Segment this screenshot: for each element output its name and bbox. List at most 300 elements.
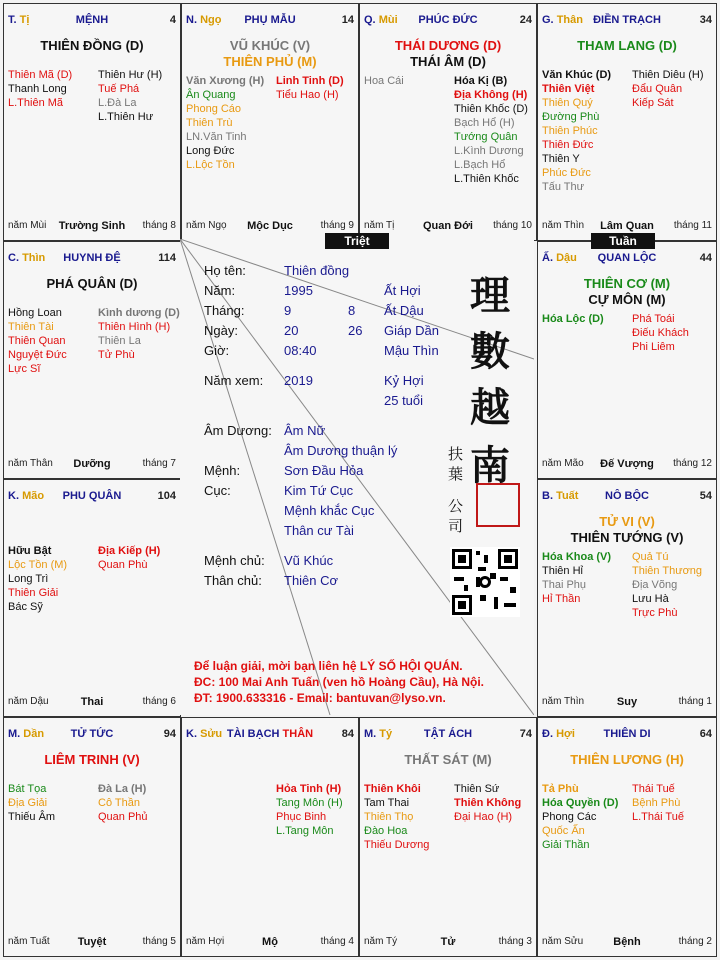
menh-value: Sơn Đầu Hỏa — [284, 463, 364, 478]
palace-name — [8, 14, 176, 26]
minor-star: Thanh Long — [8, 83, 67, 95]
minor-star: Linh Tinh (D) — [276, 75, 344, 87]
minor-star: Quốc Ấn — [542, 825, 585, 837]
palace-year: năm Hợi — [186, 936, 225, 947]
red-seal-stamp — [476, 483, 520, 527]
palace-branch: Mùi — [378, 14, 398, 26]
main-star: VŨ KHÚC (V) — [229, 38, 311, 53]
minor-star: Hỉ Thần — [542, 593, 581, 605]
minor-star: L.Thái Tuế — [632, 811, 684, 823]
palace-year: năm Ngọ — [186, 220, 227, 231]
minor-star: Văn Khúc (D) — [542, 69, 612, 81]
palace-number: 44 — [699, 252, 712, 264]
palace-stage: Quan Đới — [423, 220, 473, 232]
center-info-panel — [180, 239, 534, 715]
palace-stem: C. — [8, 252, 19, 264]
palace-suu — [181, 717, 359, 957]
minor-star: Thiên Phúc — [542, 125, 598, 137]
palace-number: 74 — [519, 728, 532, 740]
qr-code-icon — [450, 547, 520, 617]
palace-year: năm Thìn — [542, 696, 585, 707]
right-stars — [632, 68, 704, 110]
minor-star: Kiếp Sát — [632, 97, 674, 109]
minor-star: Giải Thần — [542, 839, 590, 851]
menh-chu-value: Vũ Khúc — [284, 553, 334, 568]
main-star: THÁI ÂM (D) — [410, 54, 486, 69]
minor-star: Đại Hao (H) — [454, 811, 513, 823]
minor-star: Hóa Lộc (D) — [542, 313, 604, 325]
minor-star: Lực Sĩ — [8, 363, 41, 375]
minor-star: Bệnh Phù — [632, 797, 681, 809]
minor-star: L.Kình Dương — [454, 145, 524, 157]
minor-star: Địa Không (H) — [454, 89, 528, 101]
main-star: TỬ VI (V) — [599, 514, 655, 529]
palace-branch: Tị — [19, 14, 30, 26]
minor-star: Hóa Khoa (V) — [542, 551, 612, 563]
minor-star: Thiên Mã (D) — [8, 69, 73, 81]
minor-star: Tang Môn (H) — [276, 797, 343, 809]
palace-year: năm Sửu — [542, 936, 584, 947]
palace-year: năm Thân — [8, 458, 53, 469]
month-value: 9 — [284, 303, 292, 318]
hour-value: 08:40 — [284, 343, 317, 358]
minor-star: Cô Thần — [98, 797, 140, 809]
minor-star: Long Đức — [186, 145, 235, 157]
palace-branch: Sửu — [200, 728, 223, 740]
minor-star: Địa Võng — [632, 579, 678, 591]
palace-footer — [542, 936, 712, 950]
minor-star: Thiếu Âm — [8, 811, 56, 823]
palace-dau — [537, 241, 717, 479]
palace-name — [186, 14, 354, 26]
left-stars — [542, 550, 611, 606]
palace-stage: Trường Sinh — [58, 220, 126, 232]
minor-star: LN.Văn Tinh — [186, 131, 247, 143]
minor-star: Lưu Hà — [632, 593, 669, 605]
year-value: 1995 — [284, 283, 313, 298]
month-label: Tháng: — [204, 303, 245, 318]
hour-can: Mậu Thìn — [384, 343, 439, 358]
minor-star: L.Đà La — [98, 97, 137, 109]
palace-stem: K. — [186, 728, 197, 740]
amduong-label: Âm Dương: — [204, 423, 272, 438]
minor-star: Đào Hoa — [364, 825, 408, 837]
cuc-label: Cục: — [204, 483, 231, 498]
palace-footer — [364, 220, 532, 234]
minor-star: Quan Phù — [98, 559, 148, 571]
main-star: THIÊN ĐỒNG (D) — [40, 38, 144, 53]
left-stars — [8, 68, 72, 110]
palace-stage: Tử — [440, 936, 456, 948]
right-stars — [98, 782, 148, 824]
minor-star: Thiên Y — [542, 153, 580, 165]
palace-number: 34 — [699, 14, 712, 26]
palace-month: tháng 7 — [142, 458, 176, 469]
palace-stem: B. — [542, 490, 553, 502]
palace-stem: Đ. — [542, 728, 553, 740]
palace-year: năm Tý — [364, 936, 398, 947]
main-star: THIÊN TƯỚNG (V) — [570, 530, 684, 545]
palace-footer — [542, 696, 712, 710]
palace-header — [8, 14, 176, 28]
minor-star: Phong Cáo — [186, 103, 242, 115]
minor-star: Hóa Quyền (D) — [542, 797, 619, 809]
minor-star: Thiếu Dương — [364, 839, 430, 851]
minor-star: Điếu Khách — [632, 327, 689, 339]
palace-month: tháng 11 — [673, 220, 712, 231]
minor-star: Thiên Tài — [8, 321, 54, 333]
minor-star: Thiên Không — [454, 797, 522, 809]
day-can: Giáp Dần — [384, 323, 439, 338]
palace-stem: M. — [8, 728, 21, 740]
main-star: THÁI DƯƠNG (D) — [394, 38, 502, 53]
palace-footer — [8, 696, 176, 710]
view-year-value: 2019 — [284, 373, 313, 388]
palace-name — [542, 14, 712, 26]
palace-year: năm Dậu — [8, 696, 49, 707]
palace-year: năm Tuất — [8, 936, 50, 947]
minor-star: Phi Liêm — [632, 341, 675, 353]
palace-footer — [8, 936, 176, 950]
minor-star: L.Lộc Tồn — [186, 159, 235, 171]
name-label: Họ tên: — [204, 263, 246, 278]
minor-star: L.Bạch Hổ — [454, 159, 506, 171]
palace-name-text: TỬ TỨC — [70, 728, 114, 740]
minor-star: Quan Phủ — [98, 811, 148, 823]
palace-footer — [186, 936, 354, 950]
minor-star: Hồng Loan — [8, 307, 62, 319]
main-star: THIÊN PHỦ (M) — [223, 54, 317, 69]
minor-star: Đường Phù — [542, 111, 600, 123]
palace-number: 94 — [163, 728, 176, 740]
view-year-can: Kỷ Hợi — [384, 373, 424, 388]
palace-name-text: TẬT ÁCH — [423, 728, 473, 740]
minor-star: Văn Xương (H) — [186, 75, 265, 87]
minor-star: Thiên Đức — [542, 139, 594, 151]
palace-footer — [8, 220, 176, 234]
main-star: PHÁ QUÂN (D) — [46, 276, 138, 291]
than-cu: Thân cư Tài — [284, 523, 354, 538]
brand-char-4: 南 — [470, 442, 510, 489]
minor-star: Thiên Khôi — [364, 783, 421, 795]
palace-dan — [3, 717, 181, 957]
palace-year: năm Mùi — [8, 220, 47, 231]
minor-star: Tiểu Hao (H) — [276, 89, 339, 101]
than-chu-value: Thiên Cơ — [284, 573, 339, 588]
palace-header — [542, 728, 712, 742]
palace-branch: Tuất — [556, 490, 579, 502]
palace-ti — [3, 3, 181, 241]
palace-header — [542, 14, 712, 28]
minor-star: Phá Toái — [632, 313, 675, 325]
cuc-relation: Mệnh khắc Cục — [284, 503, 375, 518]
palace-header — [364, 728, 532, 742]
palace-month: tháng 9 — [320, 220, 354, 231]
brand-char-3: 越 — [470, 384, 510, 431]
contact-line-1: Để luận giải, mời bạn liên hệ LÝ SỐ HỘI QUÁN. — [194, 659, 463, 673]
right-stars — [454, 74, 528, 186]
palace-number: 54 — [699, 490, 712, 502]
palace-stage: Đế Vượng — [600, 458, 654, 470]
palace-ngo — [181, 3, 359, 241]
palace-stem: T. — [8, 14, 17, 26]
contact-line-3: ĐT: 1900.633316 - Email: bantuvan@lyso.vn. — [194, 691, 446, 705]
palace-name — [542, 728, 712, 740]
minor-star: Lộc Tồn (M) — [8, 559, 68, 571]
minor-star: Thiên Trù — [186, 117, 233, 129]
palace-tuat — [537, 479, 717, 717]
minor-star: L.Thiên Khốc — [454, 173, 519, 185]
palace-name — [364, 728, 532, 740]
palace-stem: M. — [364, 728, 377, 740]
month-can: Ất Dậu — [384, 303, 424, 318]
palace-number: 64 — [699, 728, 712, 740]
palace-footer — [186, 220, 354, 234]
right-stars — [632, 782, 684, 824]
palace-name — [542, 490, 712, 502]
palace-stage: Suy — [616, 696, 638, 708]
palace-name-text: ĐIỀN TRẠCH — [593, 14, 661, 26]
minor-star: Phong Các — [542, 811, 597, 823]
palace-month: tháng 2 — [678, 936, 712, 947]
tuan-tag: Tuần — [591, 233, 655, 249]
palace-branch: Tý — [379, 728, 393, 740]
minor-star: Thiên Giải — [8, 587, 59, 599]
palace-branch: Ngọ — [200, 14, 222, 26]
view-year-label: Năm xem: — [204, 373, 264, 388]
palace-month: tháng 8 — [142, 220, 176, 231]
minor-star: Ân Quang — [186, 89, 236, 101]
palace-branch: Dần — [23, 728, 45, 740]
main-star: THIÊN CƠ (M) — [583, 276, 671, 291]
left-stars — [542, 68, 611, 194]
minor-star: Tử Phù — [98, 349, 135, 361]
main-star: THIÊN LƯƠNG (H) — [570, 752, 684, 767]
minor-star: Đà La (H) — [98, 783, 147, 795]
minor-star: Hỏa Tinh (H) — [276, 783, 342, 795]
palace-month: tháng 5 — [142, 936, 176, 947]
palace-number: 4 — [169, 14, 176, 26]
palace-stage: Mộ — [262, 936, 278, 948]
palace-name — [8, 252, 176, 264]
right-stars — [632, 312, 689, 354]
triet-tag: Triệt — [325, 233, 389, 249]
palace-header — [542, 490, 712, 504]
palace-mui — [359, 3, 537, 241]
minor-star: Tam Thai — [364, 797, 410, 809]
palace-month: tháng 12 — [673, 458, 712, 469]
palace-header — [8, 252, 176, 266]
minor-star: Thai Phụ — [542, 579, 587, 591]
name-value: Thiên đồng — [284, 263, 350, 278]
palace-thin — [3, 241, 181, 479]
palace-branch: Hợi — [556, 728, 575, 740]
palace-stem: Ấ. — [542, 252, 553, 264]
left-stars — [364, 74, 404, 88]
brand-side-4: 司 — [448, 517, 464, 535]
brand-side-3: 公 — [448, 497, 464, 515]
left-stars — [8, 544, 67, 614]
brand-side-1: 扶 — [448, 445, 464, 463]
palace-stage: Tuyệt — [77, 936, 107, 948]
minor-star: Quả Tú — [632, 551, 669, 563]
palace-number: 114 — [158, 252, 176, 264]
amduong-relation: Âm Dương thuận lý — [284, 443, 398, 458]
brand-char-2: 數 — [470, 328, 510, 375]
palace-stage: Thai — [80, 696, 104, 708]
palace-stem: Q. — [364, 14, 376, 26]
palace-month: tháng 1 — [678, 696, 712, 707]
minor-star: Thiên Khốc (D) — [454, 103, 528, 115]
palace-stage: Bệnh — [613, 936, 641, 948]
than-chu-label: Thân chủ: — [204, 573, 262, 588]
palace-footer — [8, 458, 176, 472]
year-can: Ất Hợi — [384, 283, 421, 298]
month-lunar: 8 — [348, 303, 356, 318]
minor-star: Thiên Hỉ — [542, 565, 583, 577]
minor-star: Bát Tọa — [8, 783, 47, 795]
palace-header — [364, 14, 532, 28]
minor-star: Thiên Diêu (H) — [632, 69, 704, 81]
minor-star: Thiên Việt — [542, 83, 595, 95]
palace-month: tháng 6 — [142, 696, 176, 707]
minor-star: Bác Sỹ — [8, 601, 43, 613]
palace-name-text: PHÚC ĐỨC — [418, 14, 478, 26]
minor-star: Thiên Quý — [542, 97, 593, 109]
palace-than — [537, 3, 717, 241]
right-stars — [632, 550, 702, 620]
minor-star: Thiên Hình (H) — [98, 321, 171, 333]
palace-name-text: THIÊN DI — [603, 728, 651, 740]
minor-star: Hữu Bật — [8, 545, 52, 557]
cuc-value: Kim Tứ Cục — [284, 483, 354, 498]
palace-number: 24 — [519, 14, 532, 26]
palace-header — [186, 14, 354, 28]
palace-name — [542, 252, 712, 264]
palace-month: tháng 10 — [493, 220, 532, 231]
minor-star: Bạch Hổ (H) — [454, 117, 515, 129]
left-stars — [186, 74, 264, 172]
palace-stage: Dưỡng — [73, 458, 111, 470]
palace-month: tháng 4 — [320, 936, 354, 947]
minor-star: Địa Giải — [8, 797, 48, 809]
age-value: 25 tuổi — [384, 393, 424, 408]
left-stars — [8, 782, 55, 824]
palace-branch: Mão — [22, 490, 45, 502]
minor-star: Thiên Thọ — [364, 811, 414, 823]
palace-footer — [542, 220, 712, 234]
minor-star: Thiên La — [98, 335, 141, 347]
palace-header — [8, 728, 176, 742]
minor-star: Tả Phù — [542, 783, 579, 795]
main-star: THẤT SÁT (M) — [404, 752, 492, 767]
amduong-value: Âm Nữ — [284, 423, 326, 438]
minor-star: L.Thiên Hư — [98, 111, 154, 123]
palace-year: năm Mão — [542, 458, 584, 469]
right-stars — [454, 782, 521, 824]
minor-star: Nguyệt Đức — [8, 349, 67, 361]
main-star: THAM LANG (D) — [577, 38, 677, 53]
palace-name-text: PHỤ MẪU — [244, 14, 296, 26]
right-stars — [98, 68, 162, 124]
minor-star: Tấu Thư — [542, 181, 585, 193]
minor-star: Kình dương (D) — [98, 307, 180, 319]
palace-year: năm Tị — [364, 220, 395, 231]
palace-name — [186, 728, 354, 740]
palace-mao — [3, 479, 181, 717]
palace-number: 14 — [341, 14, 354, 26]
minor-star: Thiên Thương — [632, 565, 703, 577]
menh-label: Mệnh: — [204, 463, 241, 478]
minor-star: Tướng Quân — [454, 131, 518, 143]
minor-star: Hóa Kị (B) — [454, 75, 508, 87]
right-stars — [276, 782, 343, 838]
right-stars — [98, 306, 180, 362]
palace-branch: Thân — [556, 14, 583, 26]
minor-star: Tuế Phá — [98, 83, 140, 95]
minor-star: Thiên Sứ — [454, 783, 500, 795]
left-stars — [542, 782, 618, 852]
palace-name-text: TÀI BẠCH — [226, 728, 280, 740]
palace-stage: Mộc Dục — [247, 220, 293, 232]
palace-header — [8, 490, 176, 504]
palace-name — [8, 490, 176, 502]
palace-stem: K. — [8, 490, 19, 502]
palace-branch: Dậu — [556, 252, 577, 264]
minor-star: Long Trì — [8, 573, 49, 585]
palace-name-text: PHU QUÂN — [62, 490, 122, 502]
menh-chu-label: Mệnh chủ: — [204, 553, 265, 568]
palace-stage: Lâm Quan — [600, 220, 654, 232]
palace-ty — [359, 717, 537, 957]
minor-star: L.Thiên Mã — [8, 97, 64, 109]
palace-stem: G. — [542, 14, 554, 26]
right-stars — [98, 544, 160, 572]
palace-header — [186, 728, 354, 742]
palace-name-text: HUYNH ĐỆ — [63, 252, 121, 264]
year-label: Năm: — [204, 283, 236, 298]
minor-star: Phục Binh — [276, 811, 327, 823]
palace-name-text: QUAN LỘC — [597, 252, 657, 264]
minor-star: L.Tang Môn — [276, 825, 334, 837]
palace-branch: Thìn — [22, 252, 46, 264]
minor-star: Hoa Cái — [364, 75, 404, 87]
palace-year: năm Thìn — [542, 220, 585, 231]
palace-name — [364, 14, 532, 26]
palace-stem: N. — [186, 14, 197, 26]
day-lunar: 26 — [348, 323, 363, 338]
contact-line-2: ĐC: 100 Mai Anh Tuấn (ven hồ Hoàng Cầu), Hà Nội. — [194, 675, 485, 689]
palace-footer — [364, 936, 532, 950]
left-stars — [364, 782, 429, 852]
palace-footer — [542, 458, 712, 472]
left-stars — [542, 312, 604, 326]
day-value: 20 — [284, 323, 299, 338]
minor-star: Địa Kiếp (H) — [98, 545, 161, 557]
hour-label: Giờ: — [204, 343, 230, 358]
minor-star: Đẩu Quân — [632, 83, 683, 95]
brand-side-2: 葉 — [448, 465, 464, 483]
minor-star: Thái Tuế — [632, 783, 675, 795]
palace-number: 104 — [157, 490, 176, 502]
palace-month: tháng 3 — [498, 936, 532, 947]
palace-header — [542, 252, 712, 266]
left-stars — [8, 306, 67, 376]
minor-star: Thiên Quan — [8, 335, 66, 347]
day-label: Ngày: — [204, 323, 238, 338]
main-star: LIÊM TRINH (V) — [44, 752, 140, 767]
minor-star: Thiên Hư (H) — [98, 69, 163, 81]
